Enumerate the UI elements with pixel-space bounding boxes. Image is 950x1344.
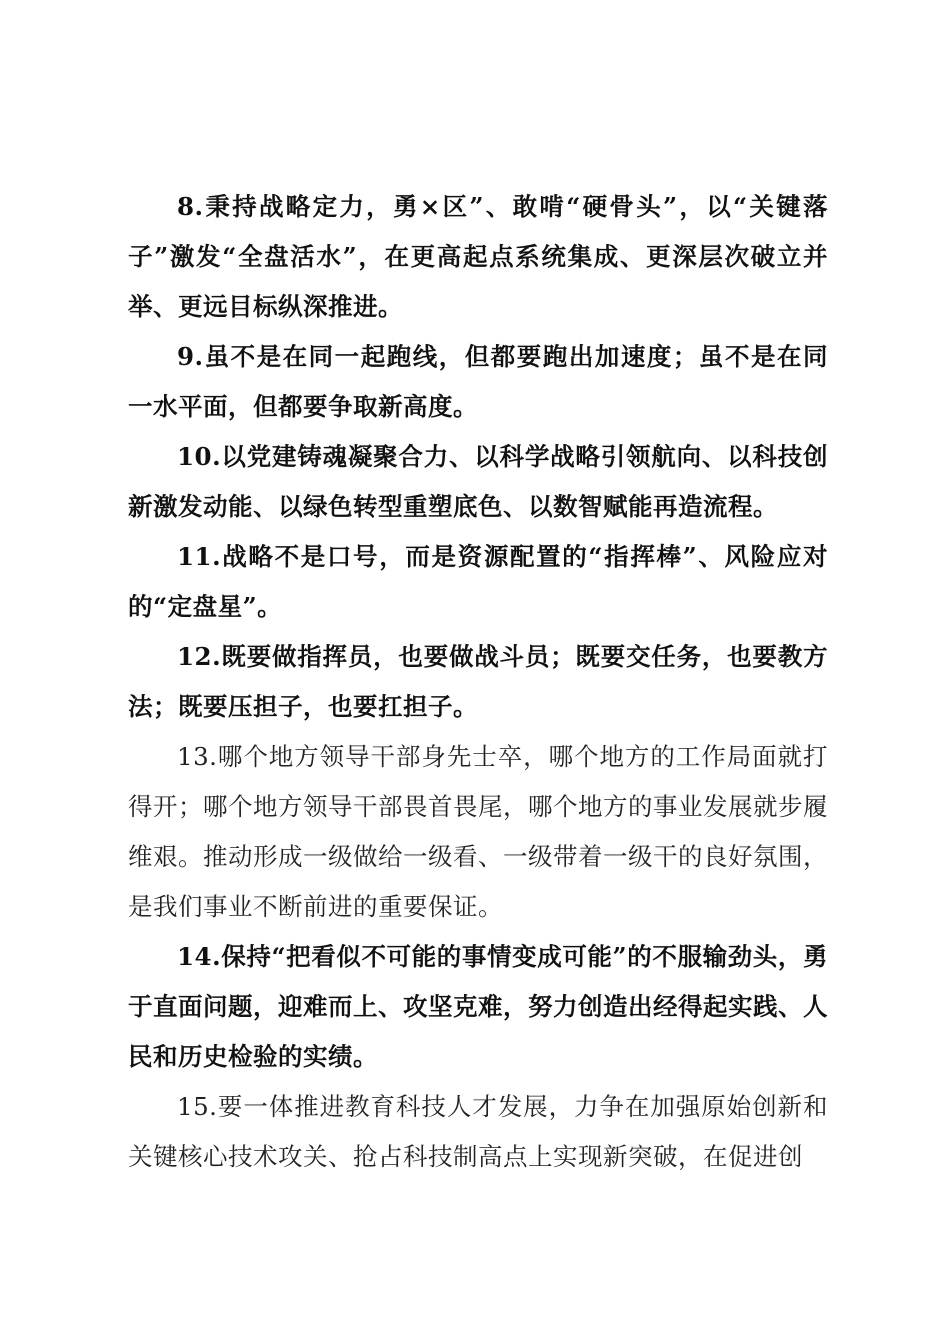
paragraph-10: 10.以党建铸魂凝聚合力、以科学战略引领航向、以科技创新激发动能、以绿色转型重塑底色、以数智赋能再造流程。	[128, 442, 828, 521]
paragraph-14: 14.保持“把看似不可能的事情变成可能”的不服输劲头，勇于直面问题，迎难而上、攻坚克难，努力创造出经得起实践、人民和历史检验的实绩。	[128, 942, 828, 1071]
document-body	[128, 182, 828, 1182]
paragraph-11: 11.战略不是口号，而是资源配置的“指挥棒”、风险应对的“定盘星”。	[128, 542, 828, 621]
paragraph-13: 13.哪个地方领导干部身先士卒，哪个地方的工作局面就打得开；哪个地方领导干部畏首畏尾，哪个地方的事业发展就步履维艰。推动形成一级做给一级看、一级带着一级干的良好氛围，是我们事业不断前进的重要保证。	[128, 742, 828, 921]
paragraph-15: 15.要一体推进教育科技人才发展，力争在加强原始创新和关键核心技术攻关、抢占科技制高点上实现新突破，在促进创	[128, 1092, 828, 1171]
paragraph-12: 12.既要做指挥员，也要做战斗员；既要交任务，也要教方法；既要压担子，也要扛担子。	[128, 642, 828, 721]
paragraph-9: 9.虽不是在同一起跑线，但都要跑出加速度；虽不是在同一水平面，但都要争取新高度。	[128, 342, 828, 421]
paragraph-8: 8.秉持战略定力，勇×区”、敢啃“硬骨头”，以“关键落子”激发“全盘活水”，在更高起点系统集成、更深层次破立并举、更远目标纵深推进。	[128, 192, 828, 321]
